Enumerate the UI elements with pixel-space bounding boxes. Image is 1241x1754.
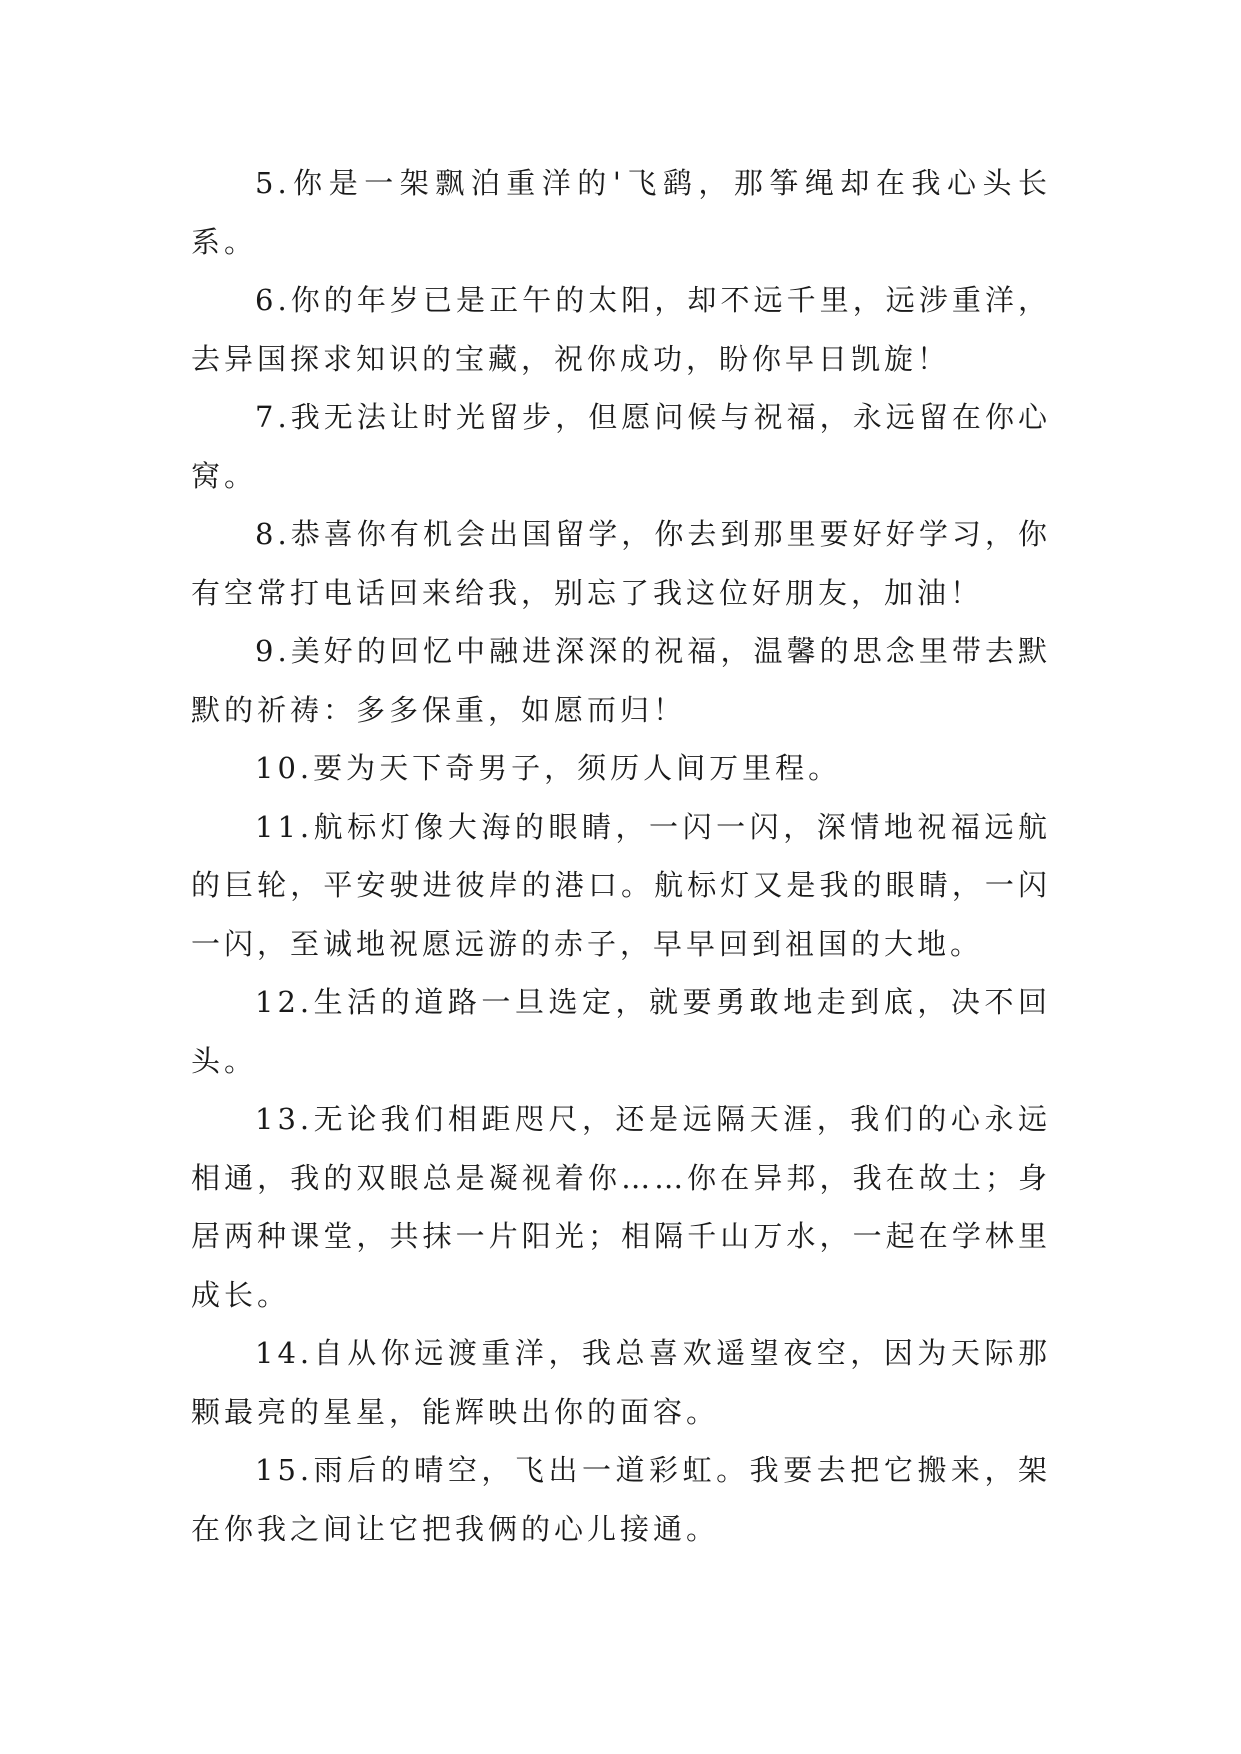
- paragraph-9: 9.美好的回忆中融进深深的祝福，温馨的思念里带去默默的祈祷：多多保重，如愿而归！: [191, 634, 1051, 727]
- paragraph-6: 6.你的年岁已是正午的太阳，却不远千里，远涉重洋，去异国探求知识的宝藏，祝你成功，盼你早日凯旋！: [191, 283, 1051, 376]
- document-body: [191, 154, 1051, 1558]
- paragraph-14: 14.自从你远渡重洋，我总喜欢遥望夜空，因为天际那颗最亮的星星，能辉映出你的面容。: [191, 1336, 1051, 1429]
- paragraph-10: 10.要为天下奇男子，须历人间万里程。: [255, 751, 842, 785]
- paragraph-5: 5.你是一架飘泊重洋的'飞鹞，那筝绳却在我心头长系。: [191, 166, 1051, 259]
- paragraph-13: 13.无论我们相距咫尺，还是远隔天涯，我们的心永远相通，我的双眼总是凝视着你……你在异邦，我在故土；身居两种课堂，共抹一片阳光；相隔千山万水，一起在学林里成长。: [191, 1102, 1051, 1312]
- paragraph-11: 11.航标灯像大海的眼睛，一闪一闪，深情地祝福远航的巨轮，平安驶进彼岸的港口。航标灯又是我的眼睛，一闪一闪，至诚地祝愿远游的赤子，早早回到祖国的大地。: [191, 809, 1051, 961]
- paragraph-7: 7.我无法让时光留步，但愿问候与祝福，永远留在你心窝。: [191, 400, 1051, 493]
- paragraph-12: 12.生活的道路一旦选定，就要勇敢地走到底，决不回头。: [191, 985, 1051, 1078]
- paragraph-8: 8.恭喜你有机会出国留学，你去到那里要好好学习，你有空常打电话回来给我，别忘了我这位好朋友，加油！: [191, 517, 1051, 610]
- paragraph-15: 15.雨后的晴空，飞出一道彩虹。我要去把它搬来，架在你我之间让它把我俩的心儿接通。: [191, 1453, 1051, 1546]
